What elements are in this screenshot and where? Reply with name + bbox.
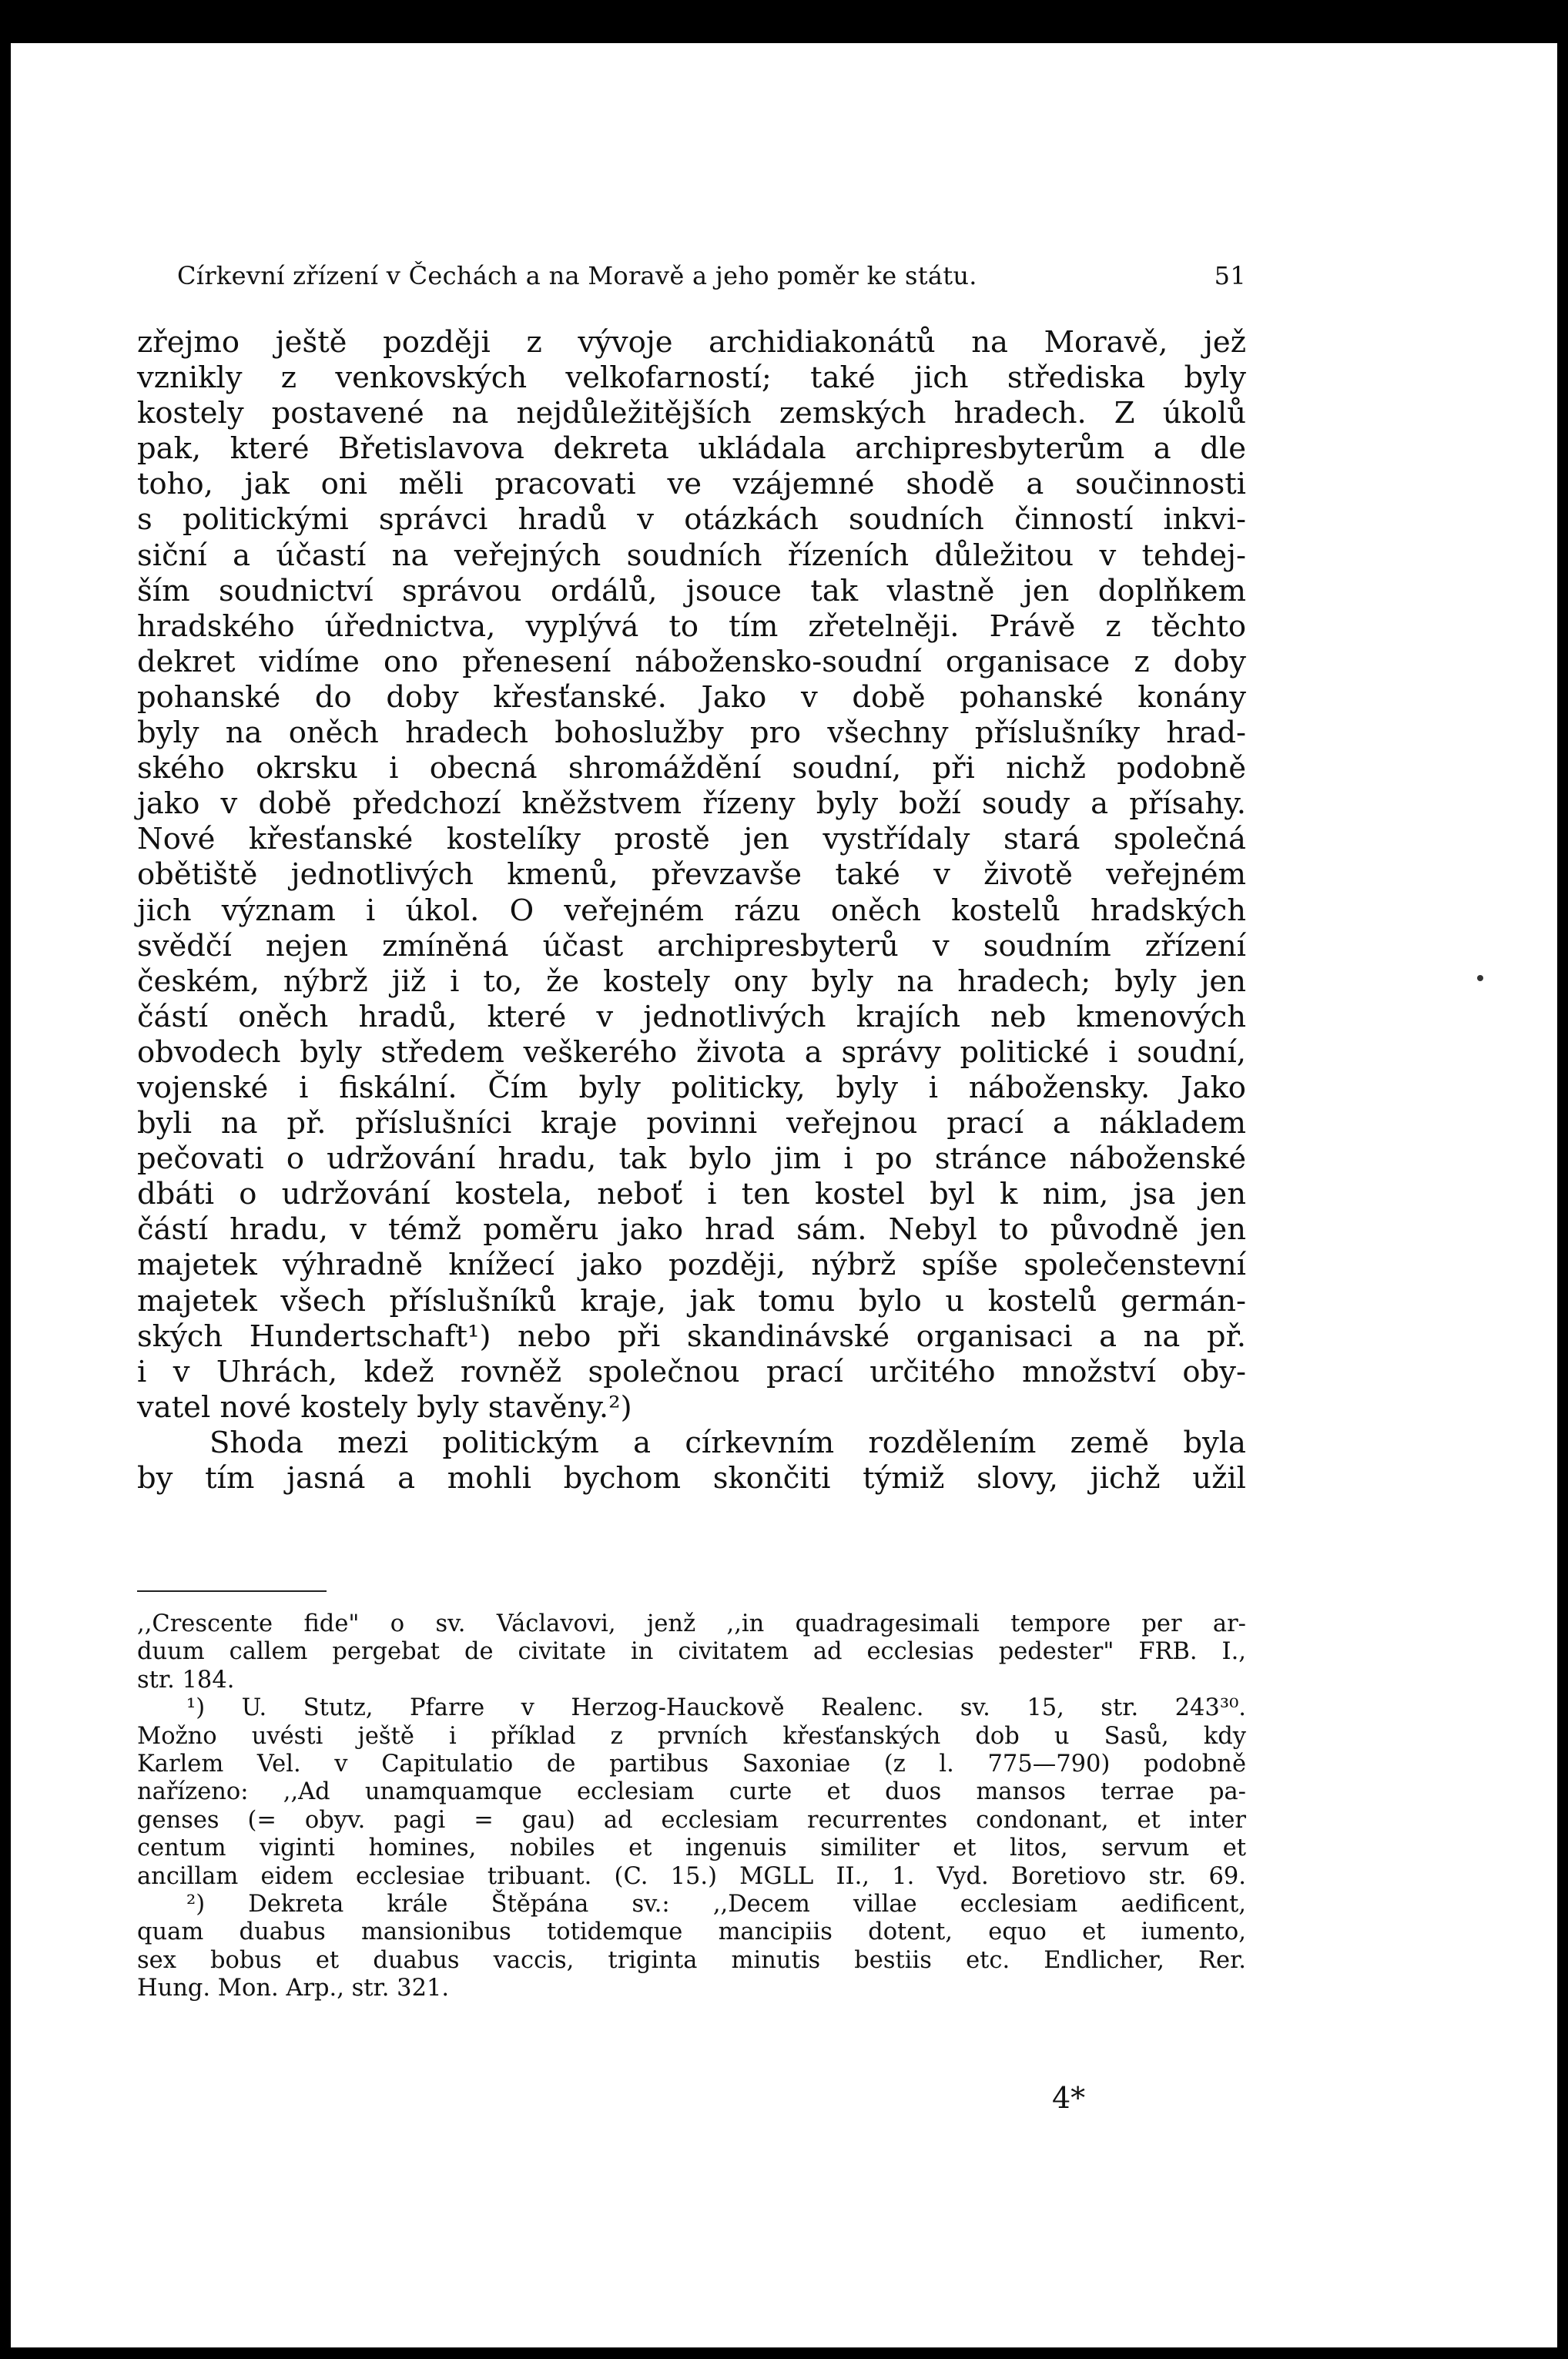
text-line: dekret vidíme ono přenesení nábožensko-soudní organisace z doby [137,644,1246,679]
text-line: svědčí nejen zmíněná účast archipresbyterů v soudním zřízení [137,928,1246,963]
footnote-line: Hung. Mon. Arp., str. 321. [137,1975,450,2002]
page [11,43,1557,2347]
footnote-line: Karlem Vel. v Capitulatio de partibus Saxoniae (z l. 775—790) podobně [137,1751,1246,1778]
text-line: ských Hundertschaft¹) nebo při skandinávské organisaci a na př. [137,1319,1246,1354]
text-line: vojenské i fiskální. Čím byly politicky, byly i nábožensky. Jako [137,1070,1246,1105]
text-line: hradského úřednictva, vyplývá to tím zřetelněji. Právě z těchto [137,608,1246,644]
text-line: jich význam i úkol. O veřejném rázu oněch kostelů hradských [137,893,1246,928]
footnote-line: duum callem pergebat de civitate in civitatem ad ecclesias pedester" FRB. I., [137,1638,1246,1666]
footnote-line: ¹) U. Stutz, Pfarre v Herzog-Hauckově Realenc. sv. 15, str. 243³⁰. [186,1694,1246,1722]
text-line: i v Uhrách, kdež rovněž společnou prací určitého množství oby- [137,1354,1246,1389]
footnote-line: quam duabus mansionibus totidemque mancipiis dotent, equo et iumento, [137,1918,1246,1946]
page-number: 51 [1214,261,1246,290]
scan-speck [1477,975,1483,981]
signature-mark: 4* [1052,2081,1086,2115]
footnote-line: nařízeno: ,,Ad unamquamque ecclesiam curte et duos mansos terrae pa- [137,1778,1246,1806]
text-line: majetek výhradně knížecí jako později, nýbrž spíše společenstevní [137,1248,1246,1283]
text-line: ším soudnictví správou ordálů, jsouce tak vlastně jen doplňkem [137,573,1246,608]
text-line: Nové křesťanské kostelíky prostě jen vystřídaly stará společná [137,822,1246,857]
text-line: s politickými správci hradů v otázkách soudních činností inkvi- [137,502,1246,538]
text-line: jako v době předchozí kněžstvem řízeny byly boží soudy a přísahy. [137,786,1246,822]
text-line: částí hradu, v témž poměru jako hrad sám. Nebyl to původně jen [137,1212,1246,1248]
footnote-line: ,,Crescente fide" o sv. Václavovi, jenž ,,in quadragesimali tempore per ar- [137,1610,1246,1637]
text-line: majetek všech příslušníků kraje, jak tomu bylo u kostelů germán- [137,1283,1246,1319]
footnote-line: ²) Dekreta krále Štěpána sv.: ,,Decem villae ecclesiam aedificent, [186,1891,1246,1918]
running-header [177,261,1246,290]
text-line: ského okrsku i obecná shromáždění soudní, při nichž podobně [137,751,1246,786]
text-line: kostely postavené na nejdůležitějších zemských hradech. Z úkolů [137,396,1246,431]
footnotes [137,1610,1246,2003]
footnote-line: Možno uvésti ještě i příklad z prvních křesťanských dob u Sasů, kdy [137,1722,1246,1750]
text-line: siční a účastí na veřejných soudních řízeních důležitou v tehdej- [137,538,1246,573]
footnote-line: sex bobus et duabus vaccis, triginta minutis bestiis etc. Endlicher, Rer. [137,1946,1246,1974]
footnote-rule [137,1590,327,1592]
text-line: vatel nové kostely byly stavěny.²) [137,1389,632,1425]
footnote-line: str. 184. [137,1666,235,1694]
text-line: částí oněch hradů, které v jednotlivých krajích neb kmenových [137,999,1246,1034]
body-text [137,325,1246,1496]
text-line: pohanské do doby křesťanské. Jako v době pohanské konány [137,679,1246,715]
footnote-line: genses (= obyv. pagi = gau) ad ecclesiam recurrentes condonant, et inter [137,1806,1246,1834]
text-line: obvodech byly středem veškerého života a správy politické i soudní, [137,1034,1246,1070]
text-line: zřejmo ještě později z vývoje archidiakonátů na Moravě, jež [137,325,1246,360]
running-title: Církevní zřízení v Čechách a na Moravě a jeho poměr ke státu. [177,261,977,290]
text-line: byli na př. příslušníci kraje povinni veřejnou prací a nákladem [137,1106,1246,1141]
text-line: obětiště jednotlivých kmenů, převzavše také v životě veřejném [137,857,1246,893]
text-line: pečovati o udržování hradu, tak bylo jim i po stránce náboženské [137,1141,1246,1177]
text-line: českém, nýbrž již i to, že kostely ony byly na hradech; byly jen [137,963,1246,999]
text-line: Shoda mezi politickým a církevním rozdělením země byla [209,1425,1246,1460]
footnote-line: centum viginti homines, nobiles et ingenuis similiter et litos, servum et [137,1835,1246,1862]
text-line: by tím jasná a mohli bychom skončiti týmiž slovy, jichž užil [137,1461,1246,1496]
text-line: toho, jak oni měli pracovati ve vzájemné shodě a součinnosti [137,467,1246,502]
text-line: dbáti o udržování kostela, neboť i ten kostel byl k nim, jsa jen [137,1177,1246,1212]
text-line: byly na oněch hradech bohoslužby pro všechny příslušníky hrad- [137,715,1246,751]
text-line: vznikly z venkovských velkofarností; také jich střediska byly [137,360,1246,396]
footnote-line: ancillam eidem ecclesiae tribuant. (C. 15.) MGLL II., 1. Vyd. Boretiovo str. 69. [137,1862,1246,1890]
text-line: pak, které Břetislavova dekreta ukládala archipresbyterům a dle [137,431,1246,467]
